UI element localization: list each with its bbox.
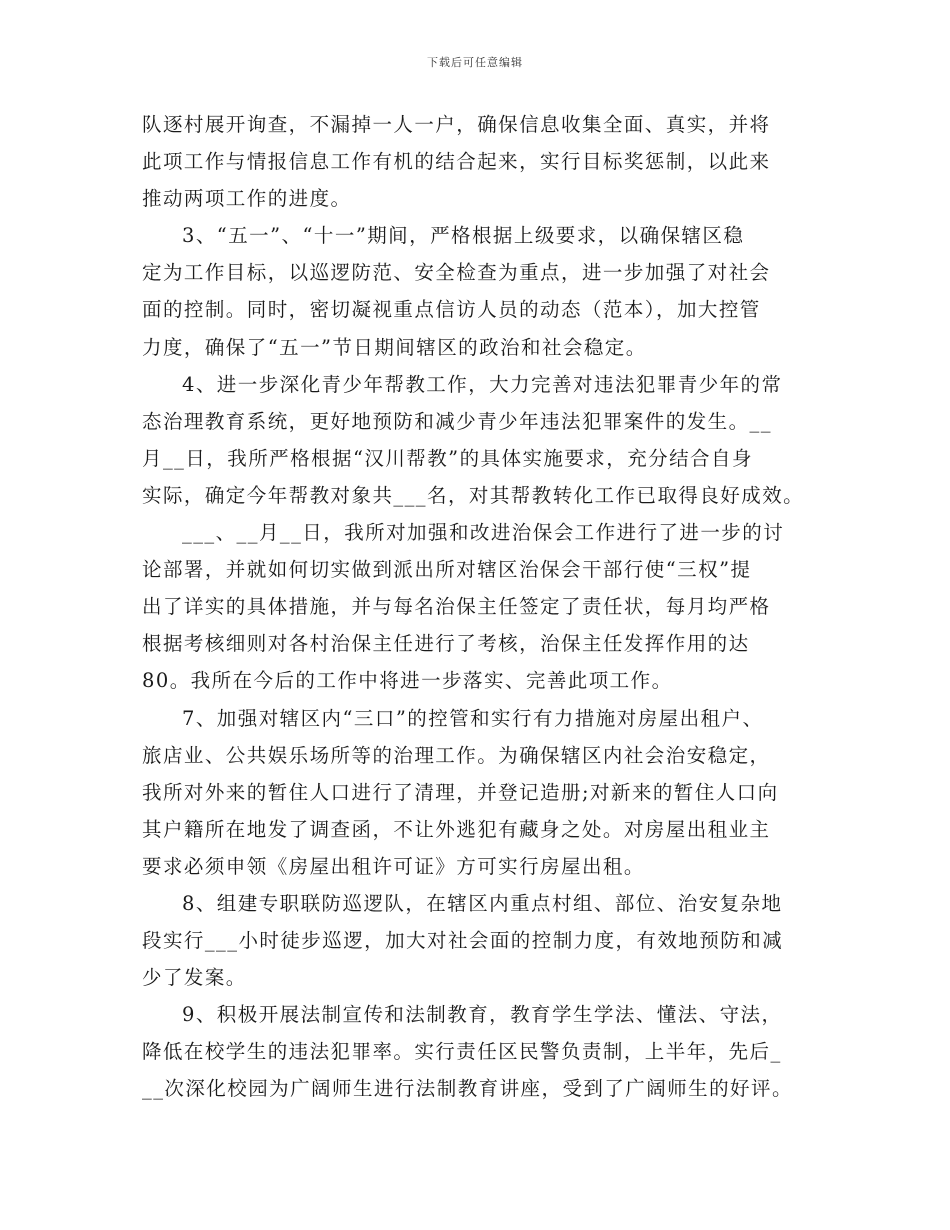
text-line: 7、加强对辖区内“三口”的控管和实行有力措施对房屋出租户、 (182, 706, 764, 730)
text-line: 根据考核细则对各村治保主任进行了考核，治保主任发挥作用的达 (142, 632, 750, 656)
text-line: __次深化校园为广阔师生进行法制教育讲座，受到了广阔师生的好评。 (142, 1077, 793, 1101)
text-line: 月__日，我所严格根据“汉川帮教”的具体实施要求，充分结合自身 (142, 446, 753, 470)
text-line: 我所对外来的暂住人口进行了清理，并登记造册;对新来的暂住人口向 (142, 780, 779, 804)
text-line: 面的控制。同时，密切凝视重点信访人员的动态（范本），加大控管 (142, 298, 761, 322)
page-header: 下载后可任意编辑 (427, 56, 523, 69)
text-line: 8、组建专职联防巡逻队，在辖区内重点村组、部位、治安复杂地 (182, 891, 783, 915)
text-line: 段实行___小时徒步巡逻，加大对社会面的控制力度，有效地预防和减 (142, 929, 784, 953)
document-body (142, 106, 808, 1108)
text-line: 出了详实的具体措施，并与每名治保主任签定了责任状，每月均严格 (142, 595, 771, 619)
text-line: 其户籍所在地发了调查函，不让外逃犯有藏身之处。对房屋出租业主 (142, 817, 771, 841)
text-line: 80。我所在今后的工作中将进一步落实、完善此项工作。 (142, 669, 673, 693)
text-line: 论部署，并就如何切实做到派出所对辖区治保会干部行使“三权”提 (142, 558, 752, 582)
text-line: ___、__月__日，我所对加强和改进治保会工作进行了进一步的讨 (182, 521, 785, 545)
text-line: 定为工作目标，以巡逻防范、安全检查为重点，进一步加强了对社会 (142, 261, 771, 285)
text-line: 实际，确定今年帮教对象共___名，对其帮教转化工作已取得良好成效。 (142, 483, 805, 507)
text-line: 降低在校学生的违法犯罪率。实行责任区民警负责制，上半年，先后_ (142, 1040, 782, 1064)
text-line: 此项工作与情报信息工作有机的结合起来，实行目标奖惩制，以此来 (142, 150, 771, 174)
text-line: 4、进一步深化青少年帮教工作，大力完善对违法犯罪青少年的常 (182, 372, 783, 396)
text-line: 力度，确保了“五一”节日期间辖区的政治和社会稳定。 (142, 335, 647, 359)
text-line: 态治理教育系统，更好地预防和减少青少年违法犯罪案件的发生。__ (142, 409, 772, 433)
text-line: 9、积极开展法制宣传和法制教育，教育学生学法、懂法、守法， (182, 1003, 783, 1027)
text-line: 旅店业、公共娱乐场所等的治理工作。为确保辖区内社会治安稳定， (142, 743, 771, 767)
text-line: 要求必须申领《房屋出租许可证》方可实行房屋出租。 (142, 854, 645, 878)
text-line: 推动两项工作的进度。 (142, 187, 352, 211)
text-line: 3、“五一”、“十一”期间，严格根据上级要求，以确保辖区稳 (182, 224, 745, 248)
text-line: 队逐村展开询查，不漏掉一人一户，确保信息收集全面、真实，并将 (142, 113, 771, 136)
text-line: 少了发案。 (142, 966, 247, 990)
